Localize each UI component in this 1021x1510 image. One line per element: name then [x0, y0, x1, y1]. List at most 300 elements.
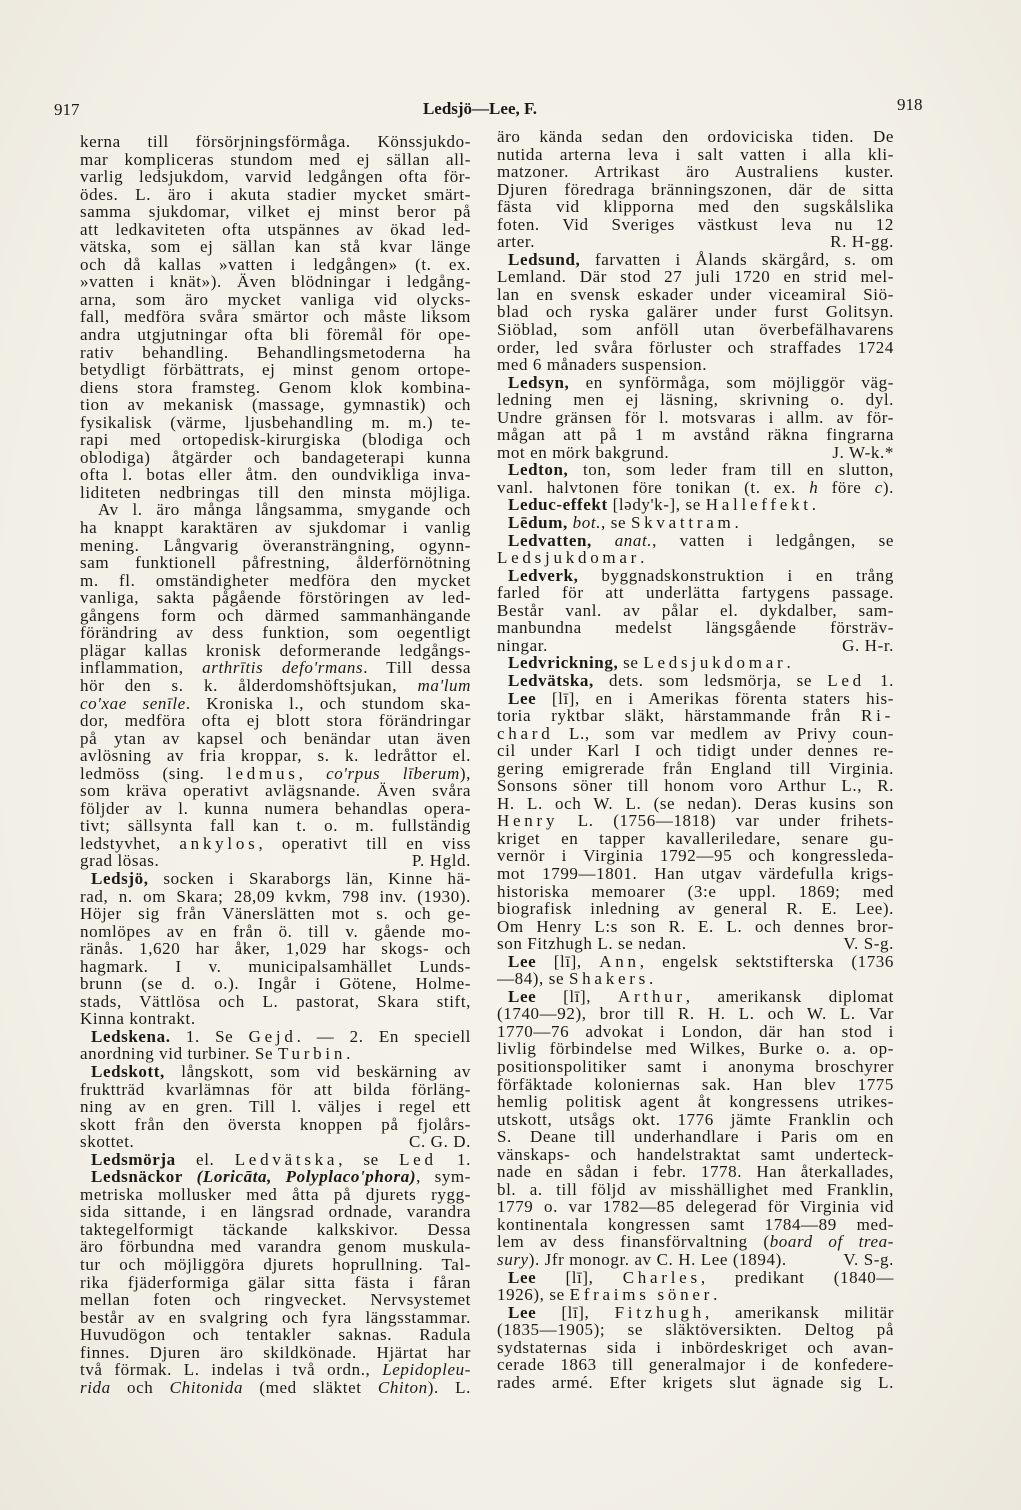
line-text — [80, 343, 471, 362]
text-line — [497, 1163, 894, 1181]
line-text — [497, 1320, 894, 1339]
line-text — [497, 637, 548, 655]
line-text — [497, 724, 894, 743]
text-line — [80, 1274, 471, 1292]
headword: Ledvätska, — [508, 670, 594, 690]
line-text — [80, 167, 471, 186]
text-run: historiska memoarer (3:e uppl. 1869; med — [497, 881, 894, 901]
line-text — [497, 355, 707, 374]
line-text — [80, 1360, 471, 1379]
text-run: Sonsons söner till honom voro Arthur L., R. — [497, 776, 894, 796]
text-line — [497, 847, 894, 865]
text-run: , predikant (1840— — [700, 1267, 894, 1287]
line-text — [80, 553, 471, 572]
line-text — [80, 202, 471, 221]
line-text — [80, 1290, 471, 1309]
headword: Lēdum, — [508, 513, 568, 533]
text-line — [497, 532, 894, 550]
author-signature: G. H-r. — [842, 635, 894, 655]
text-run: tivt; sällsynta fall kan t. o. m. fullständig — [80, 816, 471, 836]
text-line — [80, 519, 471, 537]
author-signature: R. H-gg. — [830, 232, 894, 252]
line-text — [508, 250, 894, 269]
line-text — [80, 641, 471, 660]
text-line — [497, 514, 894, 532]
text-run: förändring av dess funktion, som oegentligt — [80, 623, 471, 643]
text-line — [497, 1005, 894, 1023]
line-text — [497, 1285, 718, 1304]
line-text — [98, 500, 471, 519]
text-line — [80, 1116, 471, 1134]
text-line — [80, 800, 471, 818]
line-text — [80, 939, 471, 958]
text-run: biografisk inledning av general R. E. Lee). — [497, 899, 894, 919]
text-run: ningar. — [497, 635, 548, 655]
text-run: [lī], — [536, 1267, 623, 1287]
text-run: liditeten nedbringas till den minsta möjliga. — [80, 482, 471, 502]
line-text — [80, 220, 471, 239]
text-run: mening. Långvarig överansträngning, ogynn- — [80, 535, 471, 555]
spaced-text: Skvattram — [630, 513, 735, 533]
text-run: 1. — [864, 670, 894, 690]
line-text — [497, 478, 894, 497]
text-line — [80, 782, 471, 800]
line-text — [497, 935, 687, 953]
text-line — [80, 852, 471, 870]
spaced-text: Ledsjukdomar — [497, 548, 641, 568]
line-text — [508, 1268, 894, 1287]
line-text — [80, 974, 471, 993]
text-line — [497, 198, 894, 216]
line-text — [80, 1133, 134, 1151]
line-text — [497, 583, 894, 602]
text-line — [497, 619, 894, 637]
text-run: rades armé. Efter krigets slut ägnade sig L. — [497, 1372, 894, 1392]
text-run: gångens form och därmed sammanhängande — [80, 605, 471, 625]
author-signature: P. Hgld. — [411, 851, 471, 871]
text-run: cil under Karl I och tidigt under dennes re- — [497, 741, 894, 761]
line-text — [497, 741, 894, 760]
text-line — [80, 1081, 471, 1099]
spaced-text: Henry — [497, 811, 559, 831]
text-line — [80, 1133, 471, 1151]
text-run: bl. a. till följd av misshällighet med Franklin, — [497, 1179, 894, 1199]
line-text — [497, 1075, 894, 1094]
text-run: Kinna kontrakt. — [80, 1009, 196, 1029]
text-run: socken i Skaraborgs län, Kinne hä- — [148, 868, 471, 888]
text-line — [80, 414, 471, 432]
text-line — [80, 1010, 471, 1028]
italic-text: h — [809, 477, 819, 497]
line-text — [80, 746, 471, 765]
text-run: Höjer sig från Vänerslätten mot s. och ge- — [80, 904, 471, 924]
text-line — [497, 883, 894, 901]
text-run: [lī], — [536, 986, 619, 1006]
italic-text: co'rpus līberum — [326, 763, 460, 783]
text-run: ledmöss (sing. — [80, 763, 228, 783]
text-run: . — [811, 495, 817, 515]
text-run: ). Jfr monogr. av C. H. Lee (1894). — [528, 1250, 787, 1269]
line-text — [80, 483, 471, 502]
text-run: oblodiga) åtgärder och bandageterapi kunna — [80, 447, 471, 467]
text-run: vätska, som ej sällan kan stå kvar länge — [80, 237, 471, 257]
line-text — [80, 150, 471, 169]
text-line — [497, 637, 894, 655]
text-run: rika fjäderformiga gälar sitta fästa i fåran — [80, 1272, 471, 1292]
author-signature: J. W-k.* — [832, 442, 894, 462]
spaced-text: Halleffekt — [705, 495, 812, 515]
line-text — [497, 794, 894, 813]
italic-text: co'xae senīle — [80, 693, 186, 713]
line-text — [497, 829, 894, 848]
italic-text: Lepidopleu- — [382, 1360, 471, 1380]
text-line — [497, 1023, 894, 1041]
line-text — [80, 711, 471, 730]
text-line — [497, 216, 894, 234]
text-run: avlösning av fria kroppar, s. k. ledråttor el. — [80, 746, 471, 766]
line-text — [497, 338, 894, 357]
text-run: fruktträd kvarlämnas för att bilda förläng- — [80, 1079, 471, 1099]
text-run: 1926), se — [497, 1285, 570, 1305]
text-line — [497, 303, 894, 321]
text-run: kriget en tapper kavalleriledare, senare gu- — [497, 828, 894, 848]
line-text — [497, 882, 894, 901]
text-run: hagmark. I v. municipalsamhället Lunds- — [80, 956, 471, 976]
headword: Ledsund, — [508, 249, 581, 269]
line-text — [91, 1062, 471, 1081]
text-line — [80, 1309, 471, 1327]
text-line — [80, 572, 471, 590]
line-text — [80, 1308, 471, 1327]
headword: Ledskott, — [91, 1061, 165, 1081]
spaced-text: Ri- — [861, 706, 894, 726]
text-run: . Kroniska l., och stundom ska- — [185, 693, 472, 713]
line-text — [497, 180, 894, 199]
text-run: med 6 månaders suspension. — [497, 355, 708, 375]
text-line — [80, 203, 471, 221]
text-line — [80, 870, 471, 888]
text-run: , operativt till en viss — [258, 833, 472, 853]
line-text — [508, 566, 894, 585]
text-run: toria ryktbar släkt, härstammande från — [497, 706, 862, 726]
text-run: taktegelformigt täckande kalkskivor. Dessa — [80, 1219, 471, 1239]
text-line — [80, 1028, 471, 1046]
text-line — [497, 1251, 894, 1269]
text-line — [497, 602, 894, 620]
text-line — [80, 589, 471, 607]
line-text — [80, 799, 471, 818]
headword: Ledsjö, — [91, 868, 149, 888]
text-line — [80, 396, 471, 414]
line-text — [80, 834, 471, 853]
text-line — [497, 286, 894, 304]
line-text — [497, 917, 894, 936]
line-text — [80, 1202, 471, 1221]
line-text — [497, 285, 894, 304]
text-run: ). L. — [427, 1377, 471, 1397]
text-line — [497, 1198, 894, 1216]
headword: Ledton, — [508, 460, 569, 480]
line-text — [80, 448, 471, 467]
text-line — [80, 326, 471, 344]
author-signature: V. S-g. — [843, 1250, 894, 1269]
text-line — [80, 607, 471, 625]
line-text — [497, 899, 894, 918]
spaced-text: ledmus — [227, 763, 299, 783]
text-line — [497, 1286, 894, 1304]
line-text — [497, 601, 894, 620]
text-line — [497, 690, 894, 708]
line-text — [80, 518, 471, 537]
line-text — [497, 1039, 894, 1058]
line-text — [497, 969, 654, 988]
line-text — [497, 618, 894, 637]
text-line — [497, 935, 894, 953]
text-run: , — [298, 763, 327, 783]
headword: Lee — [508, 688, 537, 708]
text-line — [80, 168, 471, 186]
text-run: äro kända sedan den ordoviciska tiden. De — [497, 127, 894, 146]
line-text — [80, 658, 471, 677]
bold-italic-text: (Loricāta, Polyplaco'phora) — [196, 1167, 417, 1187]
italic-text: c — [874, 477, 883, 497]
line-text — [80, 1220, 471, 1239]
line-text — [508, 952, 894, 971]
line-text — [80, 1343, 471, 1362]
text-line — [497, 1076, 894, 1094]
text-run: vänskaps- och handelstraktat samt underteck- — [497, 1144, 894, 1164]
text-run: farvatten i Ålands skärgård, s. om — [580, 249, 894, 269]
text-line — [497, 742, 894, 760]
text-run: farled för att underlätta fartygens passage. — [497, 583, 894, 603]
text-line — [80, 501, 471, 519]
text-line — [80, 835, 471, 853]
text-run: Djuren föredraga bränningszonen, där de sitta — [497, 179, 894, 199]
text-line — [497, 760, 894, 778]
line-text — [80, 413, 471, 432]
text-line — [80, 1326, 471, 1344]
line-text — [497, 1373, 894, 1392]
text-run: 1. — [436, 1149, 471, 1169]
line-text — [497, 846, 894, 865]
line-text — [497, 320, 894, 339]
text-run: L. (1756—1818) var under frihets- — [558, 811, 894, 831]
text-run: långskott, som vid beskärning av — [164, 1061, 471, 1081]
text-line — [497, 251, 894, 269]
running-head: Ledsjö—Lee, F. — [422, 99, 538, 118]
text-line — [497, 567, 894, 585]
line-text — [508, 531, 894, 550]
text-run: . — [713, 1285, 718, 1305]
line-text — [497, 197, 894, 216]
line-text — [80, 536, 471, 555]
text-run: och då kallas »vatten i ledgången» (t. ex. — [80, 254, 471, 274]
line-text — [80, 1325, 471, 1344]
line-text — [497, 1338, 894, 1357]
text-run: grad lösas. — [80, 851, 160, 871]
spaced-text: Turbin — [277, 1044, 347, 1064]
text-run: , se — [338, 1149, 400, 1169]
line-text — [497, 1022, 894, 1041]
text-line — [497, 1374, 894, 1392]
text-line — [497, 865, 894, 883]
text-line — [497, 233, 894, 251]
line-text — [80, 729, 471, 748]
text-line — [80, 186, 471, 204]
text-line — [80, 1168, 471, 1186]
text-line — [80, 1045, 471, 1063]
line-text — [80, 694, 471, 713]
headword: Lee — [508, 986, 537, 1006]
text-run: order, led svåra förluster och straffades 1724 — [497, 337, 894, 357]
text-run: ). — [882, 477, 895, 497]
text-run: , se — [601, 513, 631, 533]
text-run: sydstaternas sida i inbördeskriget och avan- — [497, 1337, 894, 1357]
text-run: fall, medföra svåra smärtor och måste liksom — [80, 307, 471, 327]
headword: Lee — [508, 951, 537, 971]
text-run: arter. — [497, 232, 536, 252]
text-run: Lemland. Där stod 27 juli 1720 en strid mel- — [497, 267, 894, 287]
text-line — [497, 496, 894, 514]
text-run: äro förbundna med varandra genom muskula- — [80, 1237, 471, 1257]
line-text — [80, 1009, 196, 1028]
headword: Leduc-effekt — [508, 495, 608, 515]
text-run: ), — [459, 763, 472, 783]
line-text — [80, 904, 471, 923]
text-line — [80, 466, 471, 484]
line-text — [497, 390, 894, 409]
text-line — [80, 273, 471, 291]
text-run: lem av dess finansförvaltning ( — [497, 1232, 770, 1252]
line-text — [80, 132, 471, 151]
line-text — [497, 548, 645, 567]
text-run: arna, som äro mycket vanliga vid olycks- — [80, 289, 471, 309]
text-run: , amerikansk diplomat — [685, 986, 894, 1006]
text-run: matzoner. Artrikast äro Australiens kuster. — [497, 162, 894, 182]
text-run: sam funktionell påfrestning, ålderförnötning — [80, 553, 471, 573]
spaced-text: chard — [497, 723, 554, 743]
text-line — [80, 993, 471, 1011]
text-run: finnes. Djuren äro skildkönade. Hjärtat har — [80, 1342, 471, 1362]
line-text — [508, 653, 791, 672]
line-text — [497, 706, 894, 725]
text-line — [497, 1216, 894, 1234]
italic-text: sury — [497, 1250, 529, 1269]
italic-text: board of trea- — [769, 1232, 894, 1252]
line-text — [80, 571, 471, 590]
line-text — [80, 764, 471, 783]
text-line — [497, 672, 894, 690]
text-line — [497, 1040, 894, 1058]
line-text — [497, 162, 894, 181]
text-run: inflammation, — [80, 658, 203, 678]
text-run: ledning men ej läsning, skrivning o. dyl. — [497, 390, 894, 410]
line-text — [497, 302, 894, 321]
text-line — [80, 1203, 471, 1221]
text-run: sida sittande, i en längsrad ordnade, varandra — [80, 1202, 471, 1222]
page-number-left: 917 — [54, 100, 80, 119]
text-run: består av en svalgring och fyra längsstammar. — [80, 1307, 471, 1327]
text-run: (med släktet — [243, 1377, 378, 1397]
line-text — [91, 1027, 471, 1046]
text-line — [497, 988, 894, 1006]
text-run: en synförmåga, som möjliggör väg- — [569, 372, 894, 392]
text-line — [80, 958, 471, 976]
spaced-text: Led — [399, 1149, 437, 1169]
text-run: S. Deane till underhandlare i Paris om en — [497, 1127, 894, 1147]
text-line — [497, 970, 894, 988]
text-line — [80, 238, 471, 256]
line-text — [80, 992, 471, 1011]
text-run: 1. Se — [170, 1026, 249, 1046]
text-line — [80, 888, 471, 906]
line-text — [508, 987, 894, 1006]
text-run: rad, n. om Skara; 28,09 kvkm, 798 inv. (1930). — [80, 886, 471, 906]
text-run: H. L. och W. L. (se nedan). Deras kusins son — [497, 793, 894, 813]
text-line — [497, 1181, 894, 1199]
text-line — [497, 163, 894, 181]
text-run: . Till dessa — [363, 658, 472, 678]
text-run: ha knappt karaktären av sjukdomar i vanlig — [80, 518, 471, 538]
text-line — [497, 725, 894, 743]
text-line — [497, 426, 894, 444]
text-line — [80, 1238, 471, 1256]
author-signature: V. S-g. — [843, 934, 894, 954]
right-column — [497, 128, 894, 1391]
line-text — [497, 1180, 894, 1199]
spaced-text: Charles — [622, 1267, 701, 1287]
line-text — [80, 237, 471, 256]
line-text — [80, 378, 471, 397]
text-run — [183, 1167, 197, 1186]
text-line — [80, 905, 471, 923]
text-run: L., som var medlem av Privy coun- — [553, 723, 894, 743]
italic-text: arthrītis defo'rmans — [202, 658, 364, 678]
line-text — [497, 1004, 894, 1023]
text-line — [80, 624, 471, 642]
text-line — [497, 1128, 894, 1146]
text-line — [80, 1098, 471, 1116]
text-line — [497, 444, 894, 462]
text-run: brunn (se d. o.). Ingår i Götene, Holme- — [80, 974, 471, 994]
text-run: andra utgjutningar ofta bli föremål för ope- — [80, 325, 471, 345]
spaced-text: Fitzhugh — [614, 1302, 705, 1322]
text-run: Av l. äro många långsamma, smygande och — [98, 500, 471, 520]
line-text — [91, 1167, 471, 1186]
line-text — [91, 869, 471, 888]
text-line — [80, 765, 471, 783]
headword: Ledverk, — [508, 565, 579, 585]
line-text — [497, 408, 894, 427]
text-run: . — [649, 969, 654, 989]
text-run: dets. som ledsmörja, se — [593, 670, 828, 690]
text-line — [497, 128, 894, 146]
line-text — [80, 395, 471, 414]
page-number-right: 918 — [897, 95, 923, 114]
text-run: hemlig politisk agent åt kongressens utrikes- — [497, 1092, 894, 1112]
text-line — [80, 1291, 471, 1309]
text-run: två förmak. L. indelas i två ordn., — [80, 1360, 383, 1380]
text-run: . — [786, 653, 792, 673]
text-line — [497, 549, 894, 567]
text-line — [497, 707, 894, 725]
text-line — [80, 1151, 471, 1169]
text-run: nade en sådan i febr. 1778. Han återkallades, — [497, 1162, 894, 1182]
text-run: skottet. — [80, 1132, 135, 1152]
text-line — [497, 795, 894, 813]
text-line — [497, 374, 894, 392]
headword: Ledsnäckor — [91, 1167, 183, 1187]
